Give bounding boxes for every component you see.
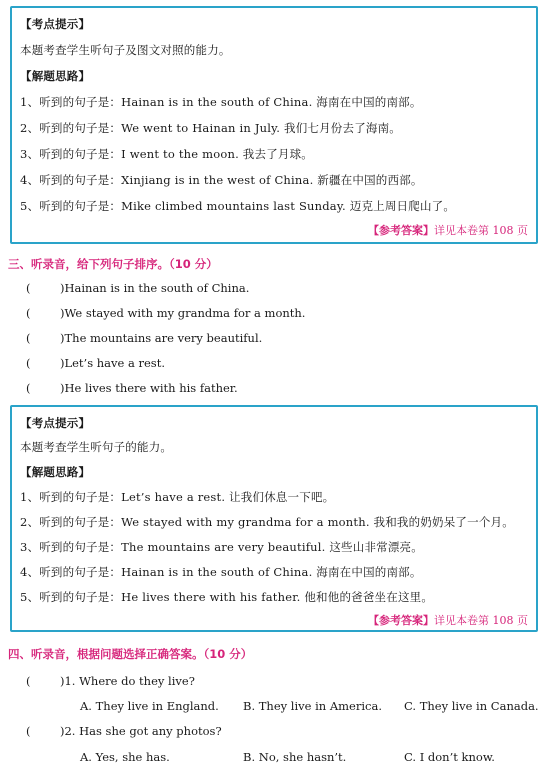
option-b[interactable]: B. They live in America. [243, 699, 382, 713]
order-item-text: )He lives there with his father. [60, 381, 238, 395]
hint-box-1 [10, 6, 538, 244]
order-item-text: )Let’s have a rest. [60, 356, 165, 370]
solution-tag: 【解题思路】 [20, 69, 91, 83]
order-item-text: )We stayed with my grandma for a month. [60, 306, 306, 320]
solution-line: 3、听到的句子是：The mountains are very beautiful. 这些山非常漂亮。 [20, 540, 423, 554]
solution-line: 4、听到的句子是：Xinjiang is in the west of China. 新疆在中国的西部。 [20, 173, 423, 187]
question-1 [26, 674, 195, 688]
order-item [26, 381, 238, 395]
answer-reference-tag: 【参考答案】 [368, 224, 434, 237]
option-b[interactable]: B. No, she hasn’t. [243, 750, 347, 764]
answer-blank[interactable]: ( [26, 356, 31, 370]
question-text: )2. Has she got any photos? [60, 724, 222, 738]
answer-reference [368, 222, 528, 238]
answer-reference-tag: 【参考答案】 [368, 614, 434, 627]
option-c[interactable]: C. They live in Canada. [404, 699, 539, 713]
answer-reference-text: 详见本卷第 108 页 [434, 224, 528, 237]
solution-line: 1、听到的句子是：Let’s have a rest. 让我们休息一下吧。 [20, 490, 335, 504]
order-item-text: )Hainan is in the south of China. [60, 281, 250, 295]
section-4-title: 四、听录音，根据问题选择正确答案。（10 分） [8, 647, 253, 661]
option-c[interactable]: C. I don’t know. [404, 750, 495, 764]
answer-blank[interactable]: ( [26, 331, 31, 345]
order-item [26, 306, 305, 320]
question-text: )1. Where do they live? [60, 674, 195, 688]
order-item [26, 281, 249, 295]
solution-tag: 【解题思路】 [20, 465, 91, 479]
answer-blank[interactable]: ( [26, 281, 31, 295]
exam-point-desc: 本题考查学生听句子及图文对照的能力。 [20, 43, 231, 57]
exam-point-tag: 【考点提示】 [20, 416, 91, 430]
order-item [26, 331, 262, 345]
answer-reference [368, 612, 528, 628]
solution-line: 3、听到的句子是：I went to the moon. 我去了月球。 [20, 147, 314, 161]
option-a[interactable]: A. Yes, she has. [80, 750, 170, 764]
answer-blank[interactable]: ( [26, 381, 31, 395]
answer-reference-text: 详见本卷第 108 页 [434, 614, 528, 627]
solution-line: 1、听到的句子是：Hainan is in the south of China. 海南在中国的南部。 [20, 95, 422, 109]
order-item [26, 356, 165, 370]
question-2 [26, 724, 222, 738]
answer-blank[interactable]: ( [26, 306, 31, 320]
hint-box-2 [10, 405, 538, 632]
solution-line: 4、听到的句子是：Hainan is in the south of China. 海南在中国的南部。 [20, 565, 422, 579]
section-3-title: 三、听录音，给下列句子排序。（10 分） [8, 257, 218, 271]
order-item-text: )The mountains are very beautiful. [60, 331, 263, 345]
answer-blank[interactable]: ( [26, 674, 31, 688]
solution-line: 2、听到的句子是：We stayed with my grandma for a month. 我和我的奶奶呆了一个月。 [20, 515, 514, 529]
solution-line: 5、听到的句子是：Mike climbed mountains last Sunday. 迈克上周日爬山了。 [20, 199, 456, 213]
solution-line: 2、听到的句子是：We went to Hainan in July. 我们七月份去了海南。 [20, 121, 401, 135]
exam-point-desc: 本题考查学生听句子的能力。 [20, 440, 173, 454]
solution-line: 5、听到的句子是：He lives there with his father. 他和他的爸爸坐在这里。 [20, 590, 434, 604]
option-a[interactable]: A. They live in England. [80, 699, 219, 713]
answer-blank[interactable]: ( [26, 724, 31, 738]
exam-point-tag: 【考点提示】 [20, 17, 91, 31]
